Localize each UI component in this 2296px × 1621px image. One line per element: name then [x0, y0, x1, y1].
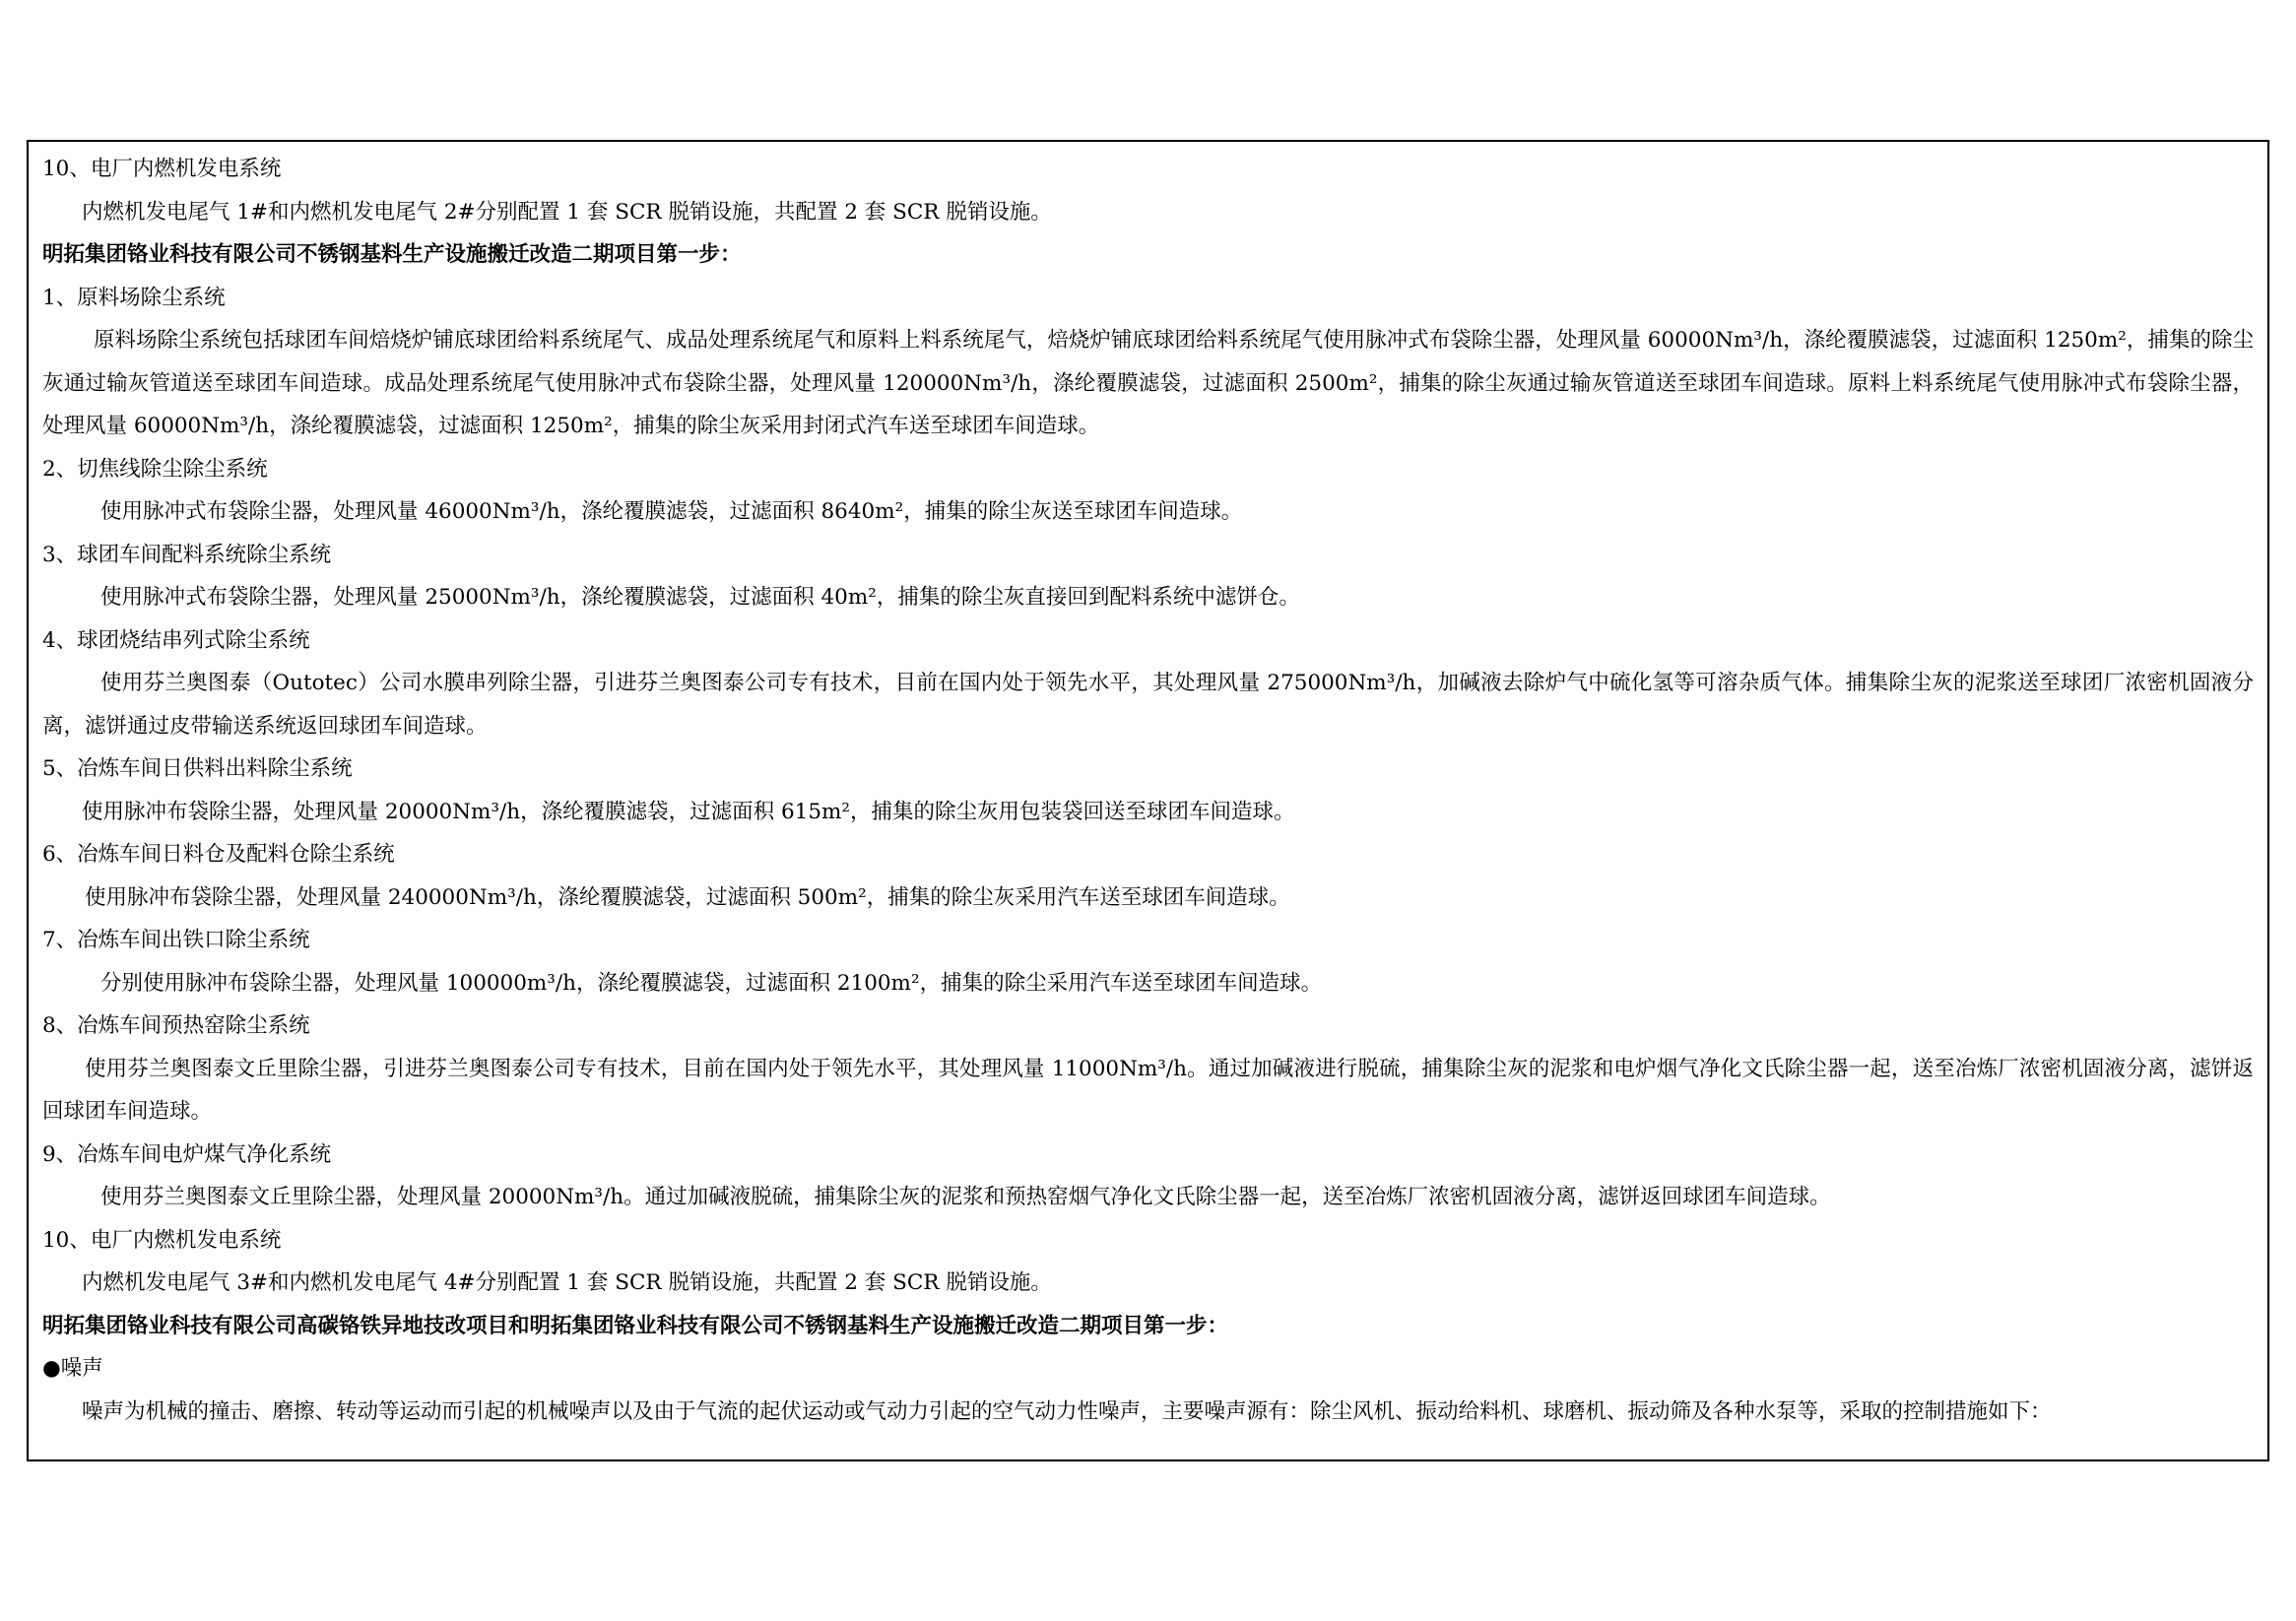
section-heading: 9、冶炼车间电炉煤气净化系统: [42, 1141, 332, 1167]
project-heading: 明拓集团铬业科技有限公司高碳铬铁异地技改项目和明拓集团铬业科技有限公司不锈钢基料生产设施搬迁改造二期项目第一步：: [42, 1313, 1229, 1338]
section-heading: 3、球团车间配料系统除尘系统: [42, 542, 332, 567]
section-heading: 10、电厂内燃机发电系统: [42, 1227, 282, 1253]
content-table-cell: [27, 140, 2269, 1461]
section-heading: 5、冶炼车间日供料出料除尘系统: [42, 756, 353, 781]
paragraph: 使用芬兰奥图泰文丘里除尘器，处理风量 20000Nm³/h。通过加碱液脱硫，捕集除尘灰的泥浆和预热窑烟气净化文氏除尘器一起，送至冶炼厂浓密机固液分离，滤饼返回球团车间造球。: [100, 1185, 1831, 1209]
section-heading: 6、冶炼车间日料仓及配料仓除尘系统: [42, 842, 395, 867]
paragraph: 使用脉冲式布袋除尘器，处理风量 25000Nm³/h，涤纶覆膜滤袋，过滤面积 40m²，捕集的除尘灰直接回到配料系统中滤饼仓。: [100, 585, 1300, 610]
paragraph: 噪声为机械的撞击、磨擦、转动等运动而引起的机械噪声以及由于气流的起伏运动或气动力引起的空气动力性噪声，主要噪声源有：除尘风机、振动给料机、球磨机、振动筛及各种水泵等，采取的控制措施如下：: [82, 1398, 2052, 1424]
section-heading: ●噪声: [42, 1356, 103, 1381]
paragraph: 原料场除尘系统包括球团车间焙烧炉铺底球团给料系统尾气、成品处理系统尾气和原料上料系统尾气，焙烧炉铺底球团给料系统尾气使用脉冲式布袋除尘器，处理风量 60000Nm³/h，涤纶覆膜滤袋，过滤面积 1250m²，捕集的除尘灰通过输灰管道送至球团车间造球。成品处理系统尾气使用脉冲式布袋除尘器，处理风量 120000Nm³/h，涤纶覆膜滤袋，过滤面积 2500m²，捕集的除尘灰通过输灰管道送至球团车间造球。原料上料系统尾气使用脉冲式布袋除尘器，处理风量 60000Nm³/h，涤纶覆膜滤袋，过滤面积 1250m²，捕集的除尘灰采用封闭式汽车送至球团车间造球。: [42, 328, 2254, 438]
paragraph: 使用脉冲式布袋除尘器，处理风量 46000Nm³/h，涤纶覆膜滤袋，过滤面积 8640m²，捕集的除尘灰送至球团车间造球。: [100, 499, 1243, 524]
paragraph: 使用芬兰奥图泰文丘里除尘器，引进芬兰奥图泰公司专有技术，目前在国内处于领先水平，其处理风量 11000Nm³/h。通过加碱液进行脱硫，捕集除尘灰的泥浆和电炉烟气净化文氏除尘器一起，送至冶炼厂浓密机固液分离，滤饼返回球团车间造球。: [42, 1056, 2254, 1124]
section-heading: 1、原料场除尘系统: [42, 285, 226, 310]
section-heading: 2、切焦线除尘除尘系统: [42, 456, 268, 482]
section-heading: 7、冶炼车间出铁口除尘系统: [42, 928, 310, 952]
section-heading: 4、球团烧结串列式除尘系统: [42, 627, 310, 653]
section-heading: 8、冶炼车间预热窑除尘系统: [42, 1013, 310, 1038]
paragraph: 使用芬兰奥图泰（Outotec）公司水膜串列除尘器，引进芬兰奥图泰公司专有技术，目前在国内处于领先水平，其处理风量 275000Nm³/h，加碱液去除炉气中硫化氢等可溶杂质气体。捕集除尘灰的泥浆送至球团厂浓密机固液分离，滤饼通过皮带输送系统返回球团车间造球。: [42, 671, 2254, 739]
section-heading: 10、电厂内燃机发电系统: [42, 157, 282, 181]
paragraph: 内燃机发电尾气 3#和内燃机发电尾气 4#分别配置 1 套 SCR 脱销设施，共配置 2 套 SCR 脱销设施。: [82, 1270, 1052, 1295]
paragraph: 使用脉冲布袋除尘器，处理风量 20000Nm³/h，涤纶覆膜滤袋，过滤面积 615m²，捕集的除尘灰用包装袋回送至球团车间造球。: [82, 799, 1295, 824]
paragraph: 分别使用脉冲布袋除尘器，处理风量 100000m³/h，涤纶覆膜滤袋，过滤面积 2100m²，捕集的除尘采用汽车送至球团车间造球。: [100, 970, 1323, 996]
project-heading: 明拓集团铬业科技有限公司不锈钢基料生产设施搬迁改造二期项目第一步：: [42, 242, 742, 267]
document-body: [42, 148, 2254, 1433]
paragraph: 内燃机发电尾气 1#和内燃机发电尾气 2#分别配置 1 套 SCR 脱销设施，共配置 2 套 SCR 脱销设施。: [82, 199, 1052, 225]
paragraph: 使用脉冲布袋除尘器，处理风量 240000Nm³/h，涤纶覆膜滤袋，过滤面积 500m²，捕集的除尘灰采用汽车送至球团车间造球。: [85, 884, 1290, 910]
